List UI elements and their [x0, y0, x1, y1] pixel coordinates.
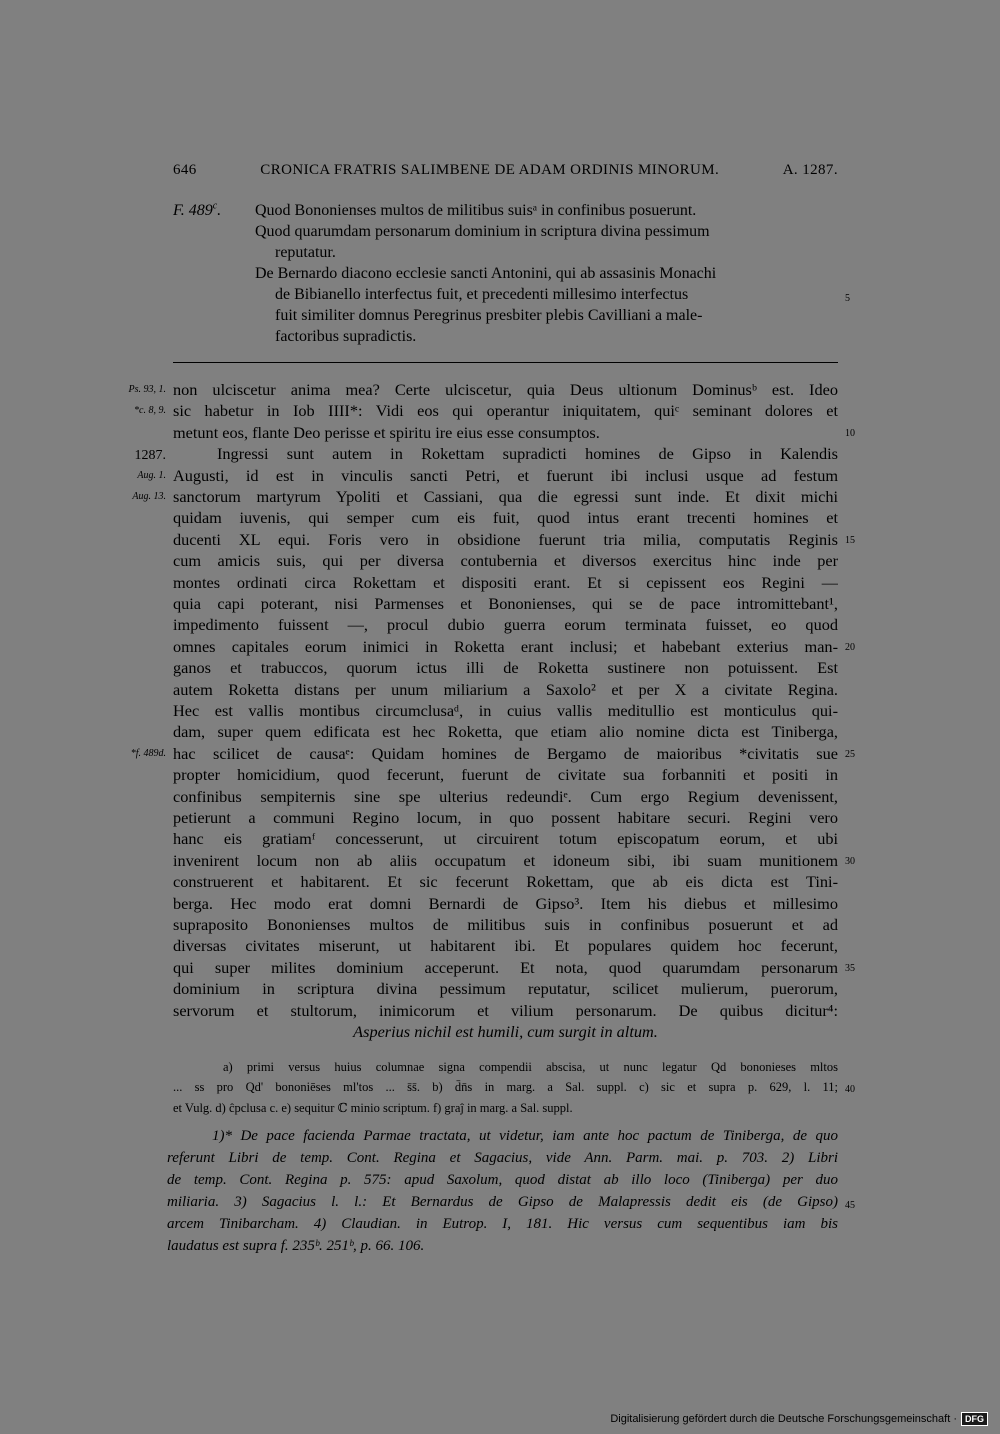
summary-line-number: 5 [845, 293, 850, 304]
footnote-line: miliaria. 3) Sagacius l. l.: Et Bernardus de Gipso de Malapressis dedit eis (de Gipso) [167, 1194, 838, 1210]
line-number: 10 [845, 427, 855, 439]
apparatus-line: et Vulg. d) ĉpclusa c. e) sequitur ℂ minio scriptum. f) graĵ in marg. a Sal. suppl. [173, 1101, 573, 1115]
footer-text: Digitalisierung gefördert durch die Deutsche Forschungsgemeinschaft · [610, 1413, 957, 1425]
line-number: 30 [845, 855, 855, 867]
running-title: CRONICA FRATRIS SALIMBENE DE ADAM ORDINIS MINORUM. [260, 162, 720, 178]
footnote-line: de temp. Cont. Regina p. 575: apud Saxolum, quod distat ab illo loco (Tiniberga) per duo [167, 1172, 838, 1188]
text-line: servorum et stultorum, inimicorum et vilium personarum. De quibus dicitur⁴: [173, 1000, 838, 1020]
header-year: A. 1287. [782, 162, 838, 178]
text-line: Augusti, id est in vinculis sancti Petri, et fuerunt ibi inclusi usque ad festum [173, 465, 838, 485]
text-line: confinibus sempiternis sine spe ulterius redeundiᵉ. Cum ergo Regium devenissent, [173, 786, 838, 806]
summary-line: fuit similiter domnus Peregrinus presbiter plebis Cavilliani a male- [275, 307, 703, 324]
summary-line: Quod Bononienses multos de militibus suisᵃ in confinibus posuerunt. [255, 202, 697, 219]
margin-reference: Ps. 93, 1. [128, 384, 166, 395]
text-line: construerent et habitarent. Et sic fecerunt Rokettam, que ab eis dicta est Tini- [173, 872, 838, 892]
summary-line: de Bibianello interfectus fuit, et precedenti millesimo interfectus [275, 286, 689, 303]
footnote-line: arcem Tinibarcham. 4) Claudian. in Eutrop. I, 181. Hic versus cum sequentibus iam bis [167, 1216, 838, 1232]
text-line: montes ordinati circa Rokettam et dispositi erant. Et si cepissent eos Regini — [173, 572, 838, 592]
text-line: cum amicis suis, qui per diversa contubernia et diversos exercitus hinc inde per [173, 551, 838, 571]
text-line: Asperius nichil est humili, cum surgit in altum. [353, 1022, 658, 1041]
summary-item [255, 263, 838, 347]
text-line: dominium in scriptura divina pessimum reputatur, scilicet mulierum, puerorum, [173, 979, 838, 999]
text-line: Hec est vallis montibus circumclusaᵈ, in cuius vallis meditullio est monticulus qui- [173, 701, 838, 720]
text-line: hac scilicet de causaᵉ: Quidam homines de Bergamo de maioribus *civitatis sue [173, 743, 838, 763]
margin-reference: Aug. 13. [132, 491, 166, 502]
text-line: quidam iuvenis, qui semper cum eis fuit, quod intus erant trecenti homines et [173, 508, 838, 528]
footer-credit [610, 1412, 988, 1426]
text-line: propter homicidium, quod fecerunt, fuerunt de civitate sua forbanniti et positi in [173, 765, 838, 785]
text-line: omnes capitales eorum inimici in Roketta erant inclusi; et habebant exterius man- [173, 636, 838, 656]
footnote-line: laudatus est supra f. 235ᵇ. 251ᵇ, p. 66. 106. [167, 1238, 425, 1254]
text-line: ducenti XL equi. Foris vero in obsidione fuerunt tria milia, computatis Reginis [173, 529, 838, 549]
summary-line: reputatur. [275, 244, 336, 261]
summary-line: Quod quarumdam personarum dominium in scriptura divina pessimum [255, 223, 710, 240]
text-line: autem Roketta distans per unum miliarium a Saxolo² et per X a civitate Regina. [173, 679, 838, 699]
footnote-line: 1)* De pace facienda Parmae tractata, ut videtur, iam ante hoc pactum de Tiniberga, de quo [212, 1128, 838, 1144]
apparatus-line: a) primi versus huius columnae signa compendii abscisa, ut nunc legatur Qd bononieses mltos [223, 1060, 838, 1074]
summary-item [255, 221, 838, 263]
margin-reference: Aug. 1. [137, 469, 166, 481]
line-number: 25 [845, 748, 855, 760]
divider-rule [173, 362, 838, 363]
text-line: berga. Hec modo erat domni Bernardi de Gipso³. Item his diebus et millesimo [173, 893, 838, 913]
text-line: sanctorum martyrum Ypoliti et Cassiani, qua die egressi sunt inde. Et dixit michi [173, 487, 838, 506]
text-line: metunt eos, flante Deo perisse et spiritu ire eius esse consumptos. [173, 422, 600, 442]
text-line: non ulciscetur anima mea? Certe ulciscetur, quia Deus ultionum Dominusᵇ est. Ideo [173, 380, 838, 399]
footnote-line: referunt Libri de temp. Cont. Regina et Sagacius, vide Ann. Parm. mai. p. 703. 2) Libri [167, 1150, 838, 1166]
summary-item [255, 200, 838, 221]
line-number: 20 [845, 641, 855, 653]
dfg-logo: DFG [961, 1412, 988, 1426]
text-line: qui super milites dominium acceperunt. Et nota, quod quarumdam personarum [173, 957, 838, 977]
text-line: petierunt a communi Regino locum, in quo possent habitare securi. Regini vero [173, 808, 838, 827]
page-number: 646 [173, 162, 197, 178]
summary-line: factoribus supradictis. [275, 328, 417, 345]
text-line: invenirent locum non ab aliis occupatum et idoneum sibi, ibi suam munitionem [173, 850, 838, 870]
footnote-line-number: 45 [845, 1200, 855, 1211]
line-number: 15 [845, 534, 855, 546]
text-line: Ingressi sunt autem in Rokettam supradicti homines de Gipso in Kalendis [217, 444, 838, 464]
text-line: supraposito Bononienses multos de militibus suis in confinibus posuerunt et ad [173, 915, 838, 934]
apparatus-line: ... ss pro Qd' bononiēses ml'tos ... s̄s̄. b) d̄n̄s in marg. a Sal. suppl. c) sic et supra p. 629, l. 11; [173, 1080, 838, 1094]
running-header [173, 162, 838, 179]
text-line: sic habetur in Iob IIII*: Vidi eos qui operantur iniquitatem, quiᶜ seminant dolores et [173, 401, 838, 421]
text-line: ganos et trabuccos, quorum ictus illi de Roketta sustinere non potuissent. Est [173, 658, 838, 678]
text-line: quia capi poterant, nisi Parmenses et Bononienses, qui se de pace intromittebant¹, [173, 594, 838, 613]
summary-line: De Bernardo diacono ecclesie sancti Antonini, qui ab assasinis Monachi [255, 265, 717, 282]
margin-reference: *f. 489d. [130, 747, 166, 759]
text-line: diversas civitates miserunt, ut habitarent ibi. Et populares quidem hoc fecerunt, [173, 936, 838, 956]
margin-reference: 1287. [134, 448, 166, 464]
apparatus-line-number: 40 [845, 1084, 855, 1095]
margin-reference: *c. 8, 9. [134, 405, 166, 417]
text-line: hanc eis gratiamᶠ concesserunt, ut circuirent totum episcopatum eorum, et ubi [173, 829, 838, 849]
folio-reference: F. 489$^c$. [173, 200, 222, 219]
text-line: impedimento fuissent —, procul dubio guerra eorum terminata fuisset, eo quod [173, 615, 838, 635]
line-number: 35 [845, 962, 855, 974]
text-line: dam, super quem edificata est hec Roketta, que etiam alio nomine dicta est Tiniberga, [173, 722, 838, 742]
